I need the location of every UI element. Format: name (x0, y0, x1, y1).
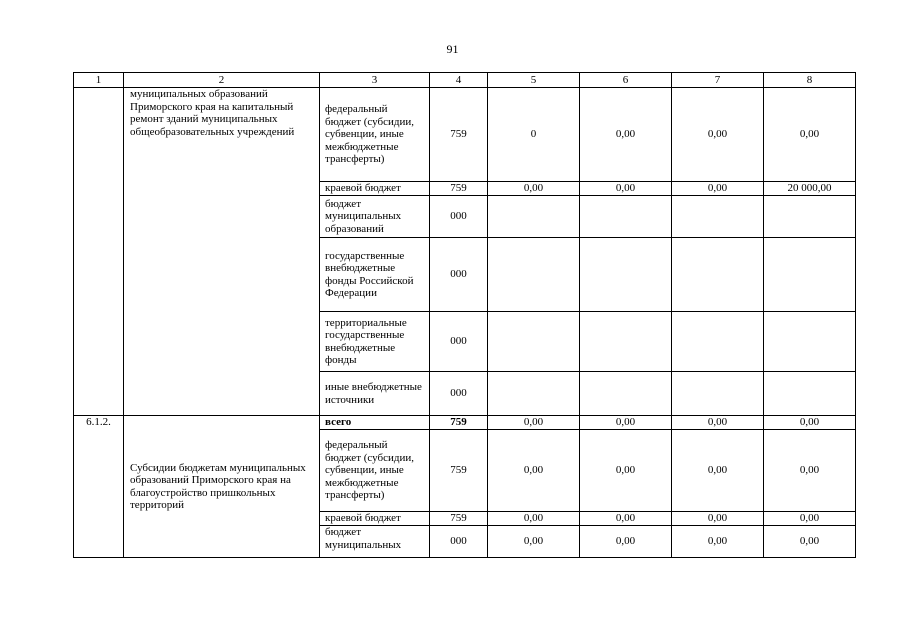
value-col5 (488, 372, 580, 416)
col-header-5: 5 (488, 73, 580, 88)
value-col7: 0,00 (672, 88, 764, 182)
value-col8 (764, 196, 856, 238)
value-col5: 0,00 (488, 526, 580, 558)
value-col7: 0,00 (672, 182, 764, 196)
value-col7: 0,00 (672, 416, 764, 430)
funding-source: бюджет муниципальных образований (320, 196, 430, 238)
funding-source: государственные внебюджетные фонды Российской Федерации (320, 238, 430, 312)
value-col6: 0,00 (580, 512, 672, 526)
value-col8 (764, 372, 856, 416)
header-row (74, 73, 856, 88)
value-col5: 0,00 (488, 512, 580, 526)
value-col7: 0,00 (672, 526, 764, 558)
value-col8: 0,00 (764, 512, 856, 526)
value-col7: 0,00 (672, 430, 764, 512)
code-cell: 000 (430, 312, 488, 372)
code-cell: 000 (430, 196, 488, 238)
value-col8 (764, 238, 856, 312)
value-col7 (672, 238, 764, 312)
col-header-3: 3 (320, 73, 430, 88)
code-cell: 000 (430, 526, 488, 558)
funding-source: федеральный бюджет (субсидии, субвенции, иные межбюджетные трансферты) (320, 88, 430, 182)
value-col7 (672, 312, 764, 372)
value-col8 (764, 312, 856, 372)
code-cell: 759 (430, 430, 488, 512)
funding-source: федеральный бюджет (субсидии, субвенции, иные межбюджетные трансферты) (320, 430, 430, 512)
value-col5: 0 (488, 88, 580, 182)
col-header-7: 7 (672, 73, 764, 88)
code-cell: 759 (430, 512, 488, 526)
funding-source-total: всего (320, 416, 430, 430)
index-cell: 6.1.2. (74, 416, 124, 558)
value-col7: 0,00 (672, 512, 764, 526)
value-col6: 0,00 (580, 182, 672, 196)
value-col7 (672, 196, 764, 238)
funding-source: бюджет муниципальных (320, 526, 430, 558)
budget-table (73, 72, 856, 558)
value-col8: 0,00 (764, 430, 856, 512)
funding-source: территориальные государственные внебюджетные фонды (320, 312, 430, 372)
value-col8: 20 000,00 (764, 182, 856, 196)
value-col6: 0,00 (580, 430, 672, 512)
page-number: 91 (446, 42, 459, 56)
funding-source: краевой бюджет (320, 182, 430, 196)
value-col6 (580, 196, 672, 238)
table-row (74, 88, 856, 182)
value-col6: 0,00 (580, 88, 672, 182)
col-header-2: 2 (124, 73, 320, 88)
value-col8: 0,00 (764, 526, 856, 558)
value-col6 (580, 238, 672, 312)
code-cell: 759 (430, 88, 488, 182)
value-col7 (672, 372, 764, 416)
value-col5: 0,00 (488, 182, 580, 196)
funding-source: краевой бюджет (320, 512, 430, 526)
value-col5: 0,00 (488, 430, 580, 512)
code-cell: 000 (430, 372, 488, 416)
value-col5 (488, 196, 580, 238)
col-header-8: 8 (764, 73, 856, 88)
value-col6: 0,00 (580, 526, 672, 558)
col-header-4: 4 (430, 73, 488, 88)
value-col6 (580, 372, 672, 416)
value-col8: 0,00 (764, 88, 856, 182)
table-row (74, 416, 856, 430)
value-col5 (488, 312, 580, 372)
value-col6: 0,00 (580, 416, 672, 430)
value-col5: 0,00 (488, 416, 580, 430)
funding-source: иные внебюджетные источники (320, 372, 430, 416)
value-col5 (488, 238, 580, 312)
measure-name: Субсидии бюджетам муниципальных образований Приморского края на благоустройство пришкольных территорий (124, 416, 320, 558)
col-header-6: 6 (580, 73, 672, 88)
value-col8: 0,00 (764, 416, 856, 430)
code-cell: 000 (430, 238, 488, 312)
measure-name: муниципальных образований Приморского края на капитальный ремонт зданий муниципальных общеобразовательных учреждений (124, 88, 320, 416)
value-col6 (580, 312, 672, 372)
code-cell: 759 (430, 182, 488, 196)
col-header-1: 1 (74, 73, 124, 88)
index-cell (74, 88, 124, 416)
code-cell: 759 (430, 416, 488, 430)
